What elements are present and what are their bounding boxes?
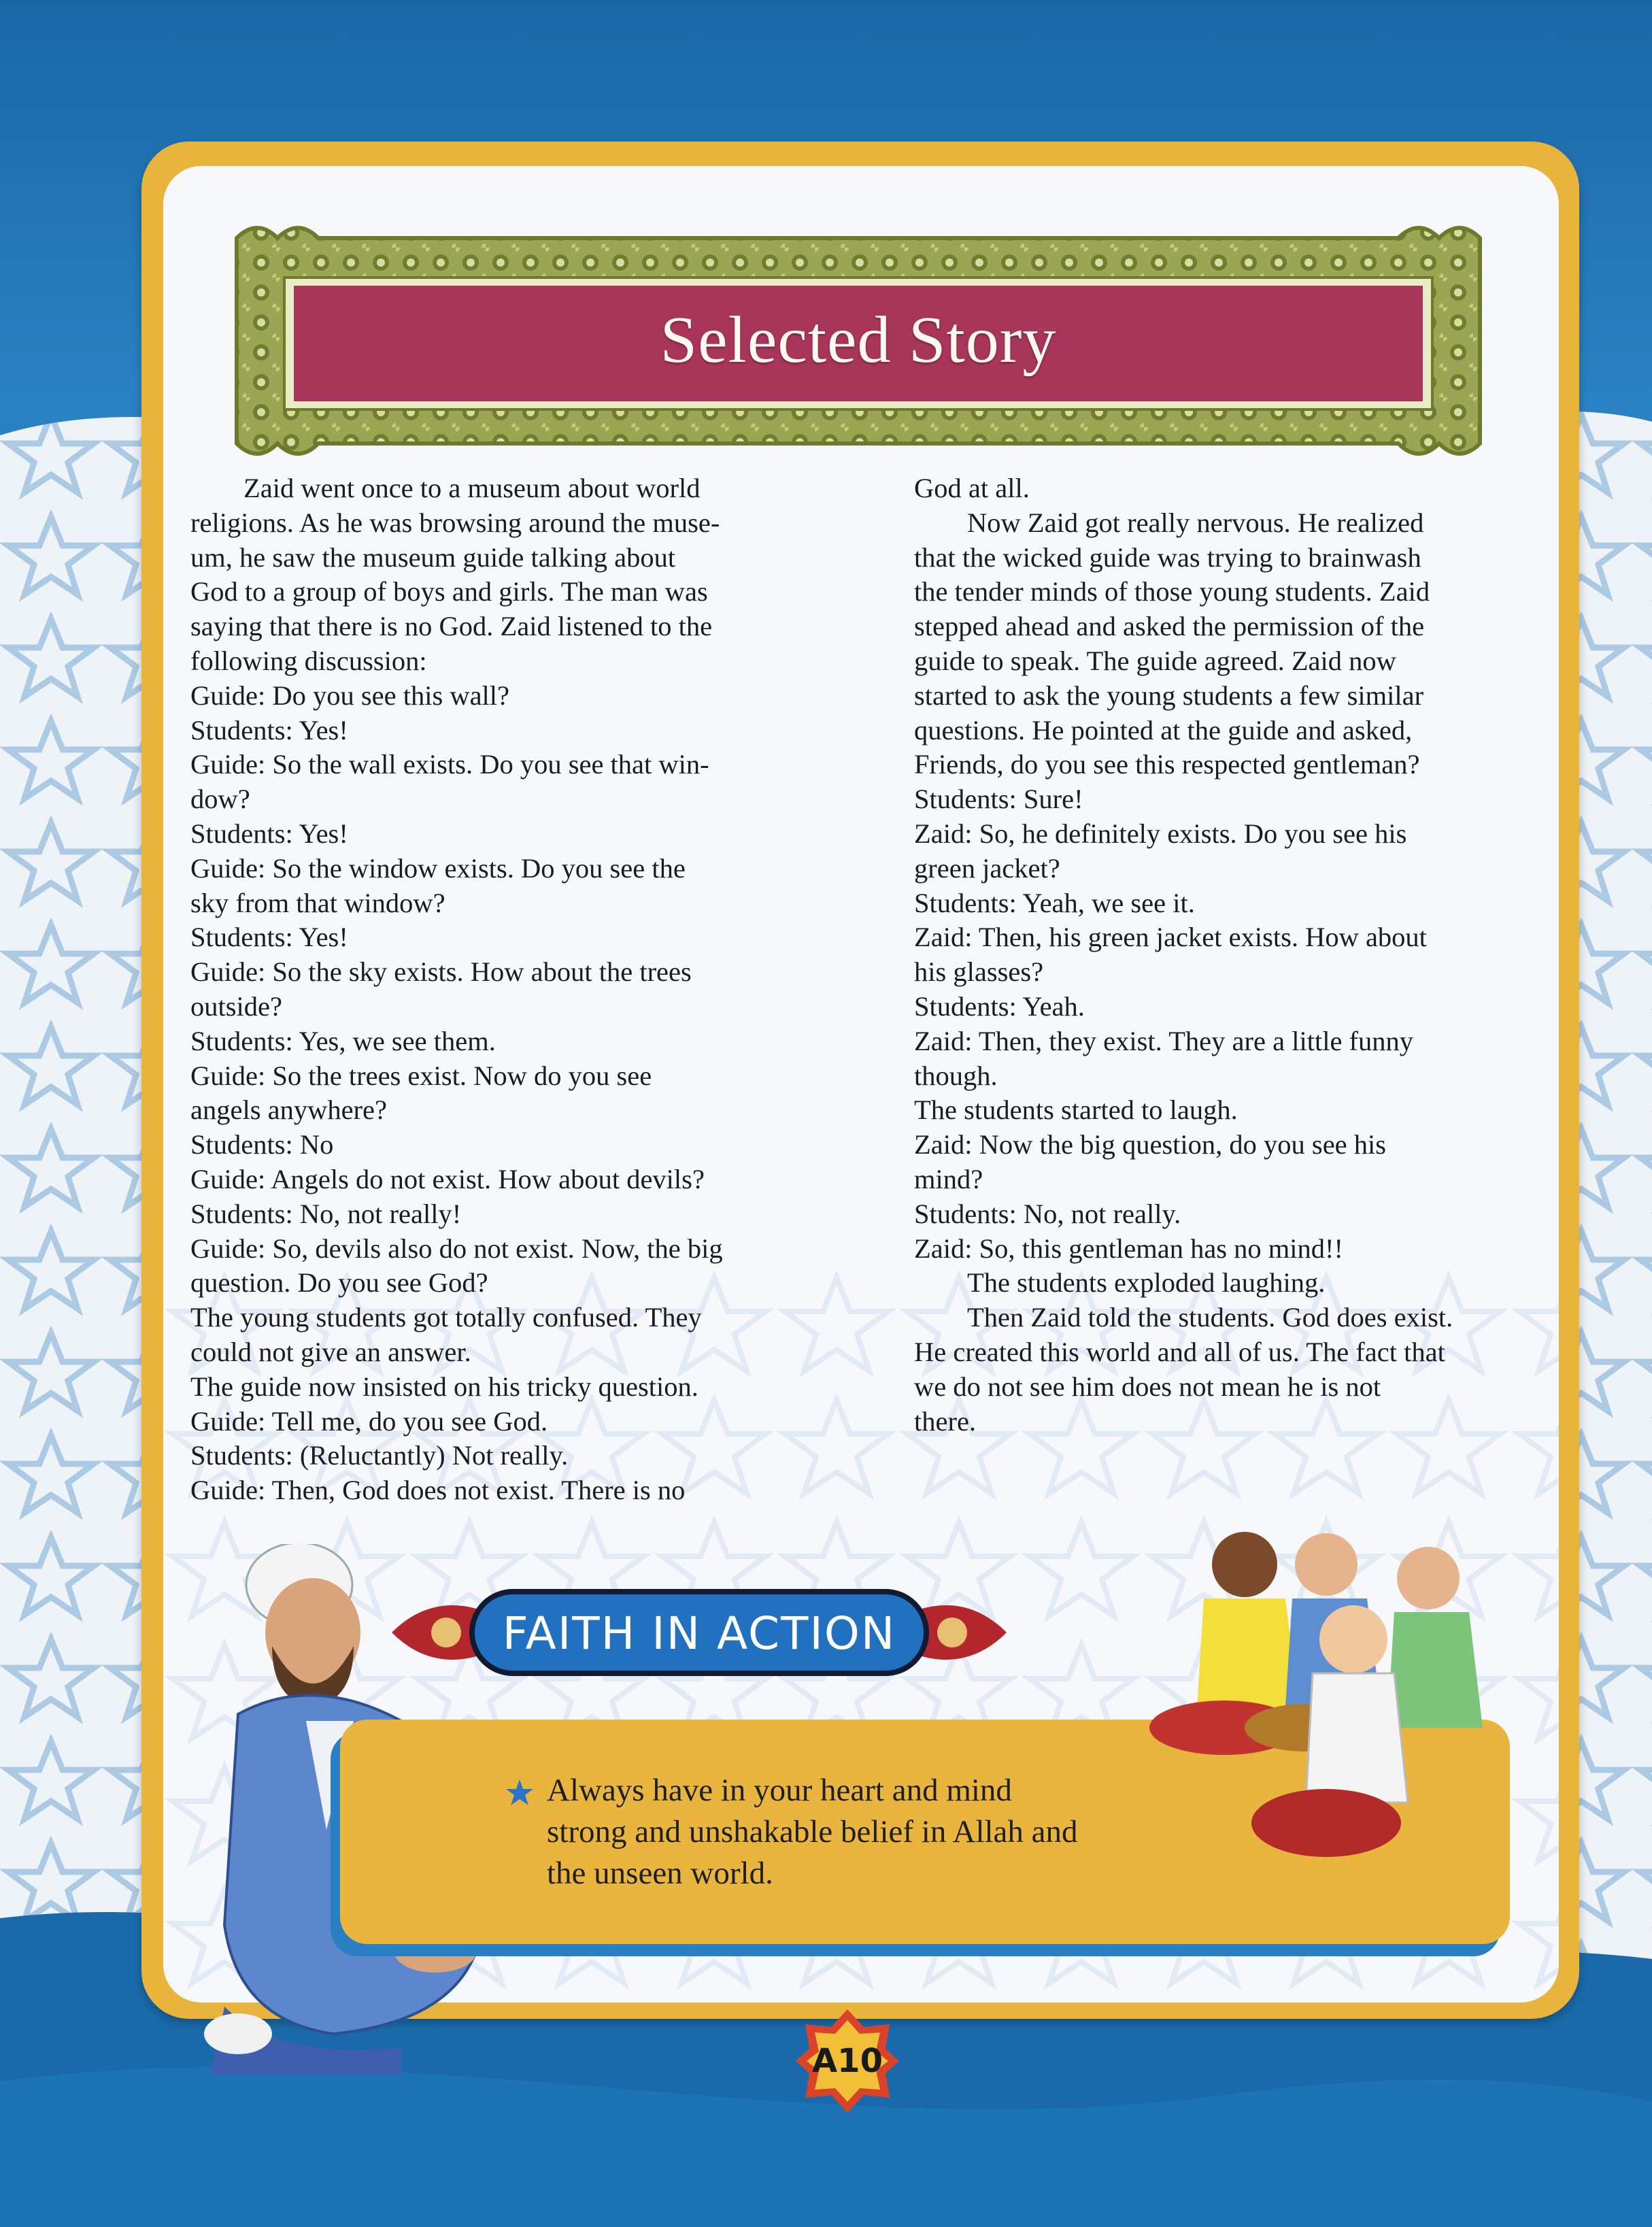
story-line: mind? xyxy=(914,1163,983,1194)
story-line: we do not see him does not mean he is not xyxy=(914,1371,1381,1402)
story-line: dow? xyxy=(190,784,250,815)
story-line: Guide: So the wall exists. Do you see that win- xyxy=(190,749,709,780)
story-line: Students: No, not really! xyxy=(190,1198,462,1229)
story-left-column xyxy=(190,471,816,1508)
story-line: Students: Yeah. xyxy=(914,990,1085,1022)
story-line: Students: Yeah, we see it. xyxy=(914,887,1195,918)
story-line: The guide now insisted on his tricky question. xyxy=(190,1371,698,1402)
story-line: Now Zaid got really nervous. He realized xyxy=(967,507,1424,538)
story-line: religions. As he was browsing around the muse- xyxy=(190,507,720,538)
story-line: God at all. xyxy=(914,473,1030,503)
story-line: Students: Yes! xyxy=(190,818,348,849)
page-title: Selected Story xyxy=(660,303,1057,377)
faith-in-action-heading: FAITH IN ACTION xyxy=(502,1607,896,1660)
story-line: Students: (Reluctantly) Not really. xyxy=(190,1440,569,1471)
page-number: A10 xyxy=(812,2042,883,2080)
children-praying-illustration xyxy=(1143,1503,1496,1884)
story-line: Zaid: Then, his green jacket exists. How about xyxy=(914,922,1427,953)
tip-line: the unseen world. xyxy=(547,1856,773,1891)
story-line: Guide: Then, God does not exist. There is no xyxy=(190,1475,686,1506)
story-line: The students exploded laughing. xyxy=(967,1267,1326,1299)
story-line: though. xyxy=(914,1060,998,1091)
story-line: started to ask the young students a few similar xyxy=(914,680,1424,711)
story-line: Students: Yes, we see them. xyxy=(190,1025,496,1056)
story-line: sky from that window? xyxy=(190,887,445,918)
story-line: Students: Sure! xyxy=(914,784,1083,815)
story-line: question. Do you see God? xyxy=(190,1267,488,1299)
story-line: there. xyxy=(914,1405,977,1437)
tip-line: strong and unshakable belief in Allah and xyxy=(547,1814,1078,1849)
story-line: Guide: Do you see this wall? xyxy=(190,680,510,711)
story-line: Zaid: Now the big question, do you see his xyxy=(914,1129,1387,1160)
story-line: Zaid went once to a museum about world xyxy=(243,473,701,503)
story-line: Guide: So the trees exist. Now do you see xyxy=(190,1060,652,1091)
story-line: could not give an answer. xyxy=(190,1336,471,1367)
story-line: saying that there is no God. Zaid listened to the xyxy=(190,611,713,642)
story-line: Students: Yes! xyxy=(190,922,348,953)
story-line: Guide: Tell me, do you see God. xyxy=(190,1405,548,1437)
story-line: Guide: So, devils also do not exist. Now, the big xyxy=(190,1233,723,1264)
story-line: his glasses? xyxy=(914,956,1044,988)
story-line: questions. He pointed at the guide and asked, xyxy=(914,714,1413,746)
story-line: Guide: Angels do not exist. How about devils? xyxy=(190,1163,705,1194)
story-line: um, he saw the museum guide talking about xyxy=(190,541,676,573)
story-line: He created this world and all of us. The fact that xyxy=(914,1336,1445,1367)
story-line: Zaid: So, he definitely exists. Do you see his xyxy=(914,818,1407,849)
tip-line: Always have in your heart and mind xyxy=(547,1773,1012,1808)
story-line: The students started to laugh. xyxy=(914,1094,1238,1126)
story-line: Guide: So the sky exists. How about the trees xyxy=(190,956,692,988)
story-line: Students: Yes! xyxy=(190,714,348,746)
story-line: outside? xyxy=(190,990,282,1022)
story-line: following discussion: xyxy=(190,645,427,676)
story-line: Students: No xyxy=(190,1129,334,1160)
story-line: that the wicked guide was trying to brainwash xyxy=(914,541,1421,573)
story-line: Then Zaid told the students. God does exist. xyxy=(967,1302,1453,1333)
story-line: the tender minds of those young students. Zaid xyxy=(914,576,1430,607)
tip-text xyxy=(503,1770,1197,1894)
story-line: angels anywhere? xyxy=(190,1094,387,1126)
story-line: stepped ahead and asked the permission of the xyxy=(914,611,1425,642)
story-line: Guide: So the window exists. Do you see the xyxy=(190,852,686,884)
story-line: Zaid: So, this gentleman has no mind!! xyxy=(914,1233,1344,1264)
story-right-column xyxy=(914,471,1540,1439)
story-line: Zaid: Then, they exist. They are a little funny xyxy=(914,1025,1414,1056)
story-line: The young students got totally confused. They xyxy=(190,1302,702,1333)
story-line: green jacket? xyxy=(914,852,1060,884)
story-line: God to a group of boys and girls. The man was xyxy=(190,576,708,607)
story-line: guide to speak. The guide agreed. Zaid now xyxy=(914,645,1396,676)
story-line: Students: No, not really. xyxy=(914,1198,1181,1229)
story-line: Friends, do you see this respected gentleman? xyxy=(914,749,1420,780)
